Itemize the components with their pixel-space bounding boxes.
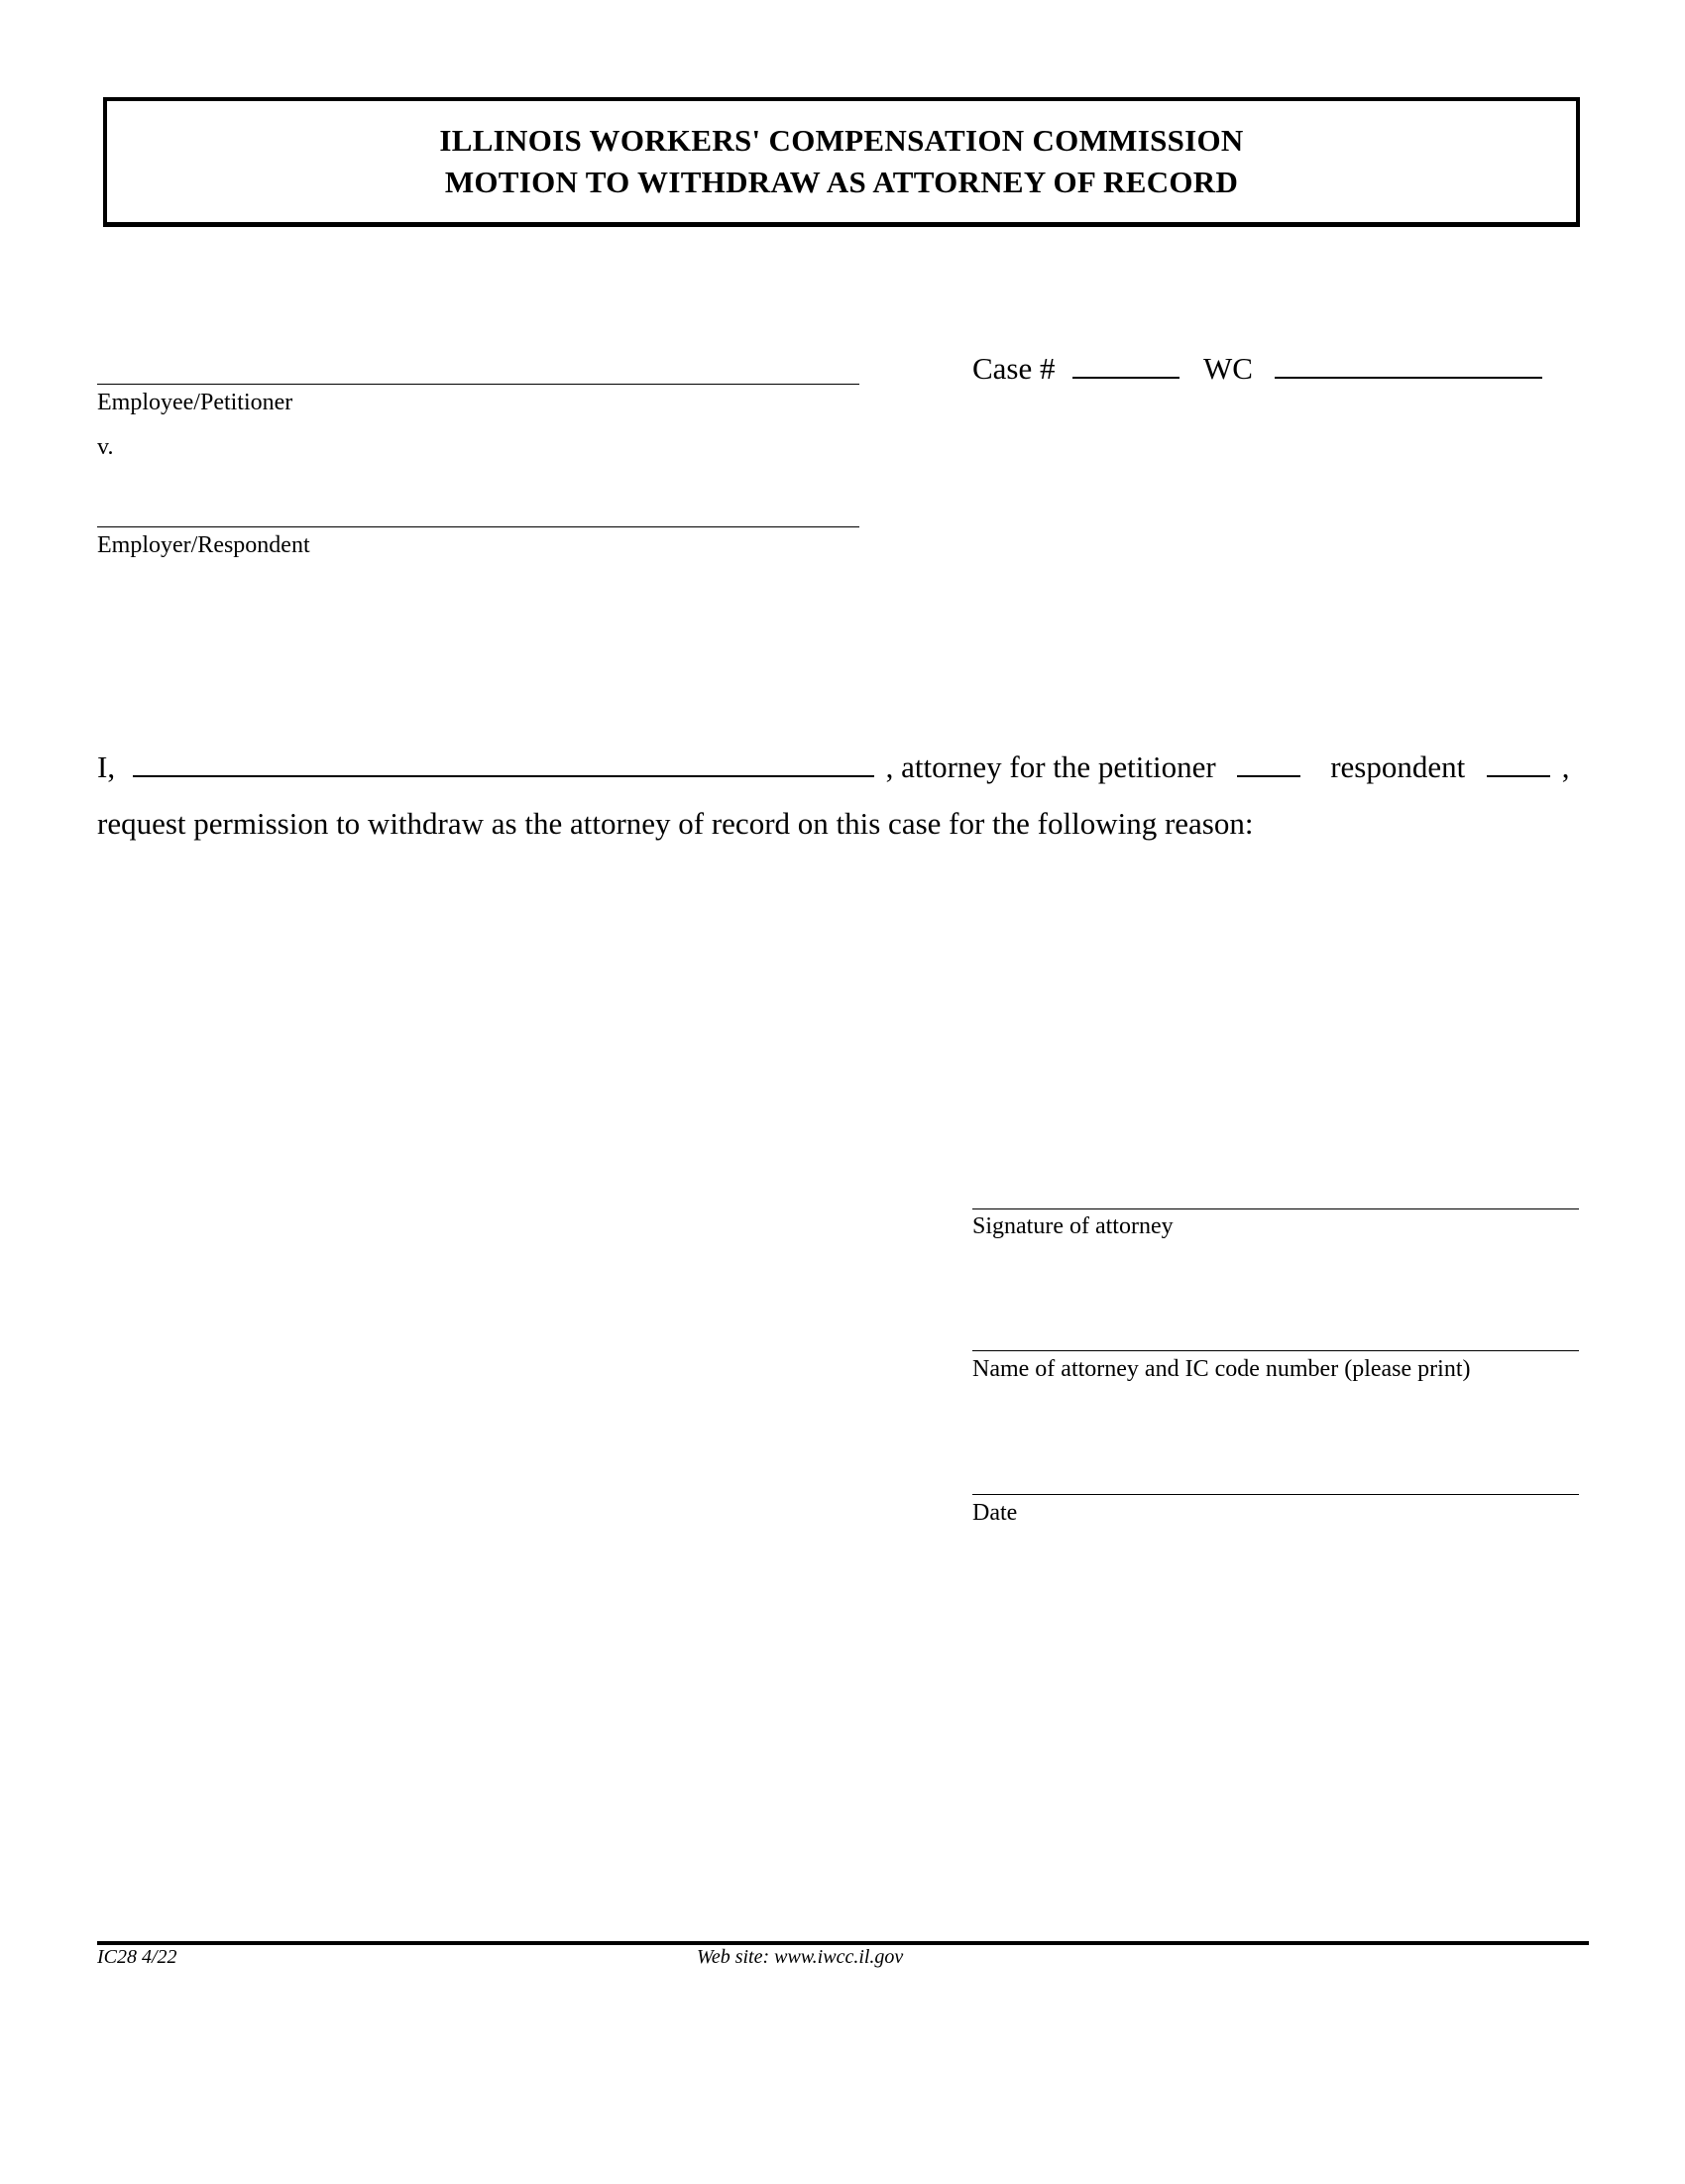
- form-title: MOTION TO WITHDRAW AS ATTORNEY OF RECORD: [444, 165, 1239, 199]
- attorney-name-field[interactable]: [133, 751, 874, 777]
- commission-title: ILLINOIS WORKERS' COMPENSATION COMMISSION: [439, 123, 1244, 158]
- attorney-for-text: , attorney for the petitioner: [885, 749, 1216, 784]
- footer-divider: [97, 1941, 1589, 1945]
- wc-number-field[interactable]: [1275, 353, 1542, 379]
- wc-label: WC: [1203, 351, 1253, 386]
- attorney-name-label: Name of attorney and IC code number (please print): [972, 1356, 1471, 1382]
- comma: ,: [1561, 749, 1570, 784]
- case-label: Case #: [972, 351, 1056, 386]
- respondent-text: respondent: [1330, 749, 1466, 784]
- i-prefix: I,: [97, 749, 116, 784]
- case-number-row: [972, 351, 1542, 387]
- employee-name-field[interactable]: [97, 384, 859, 385]
- signature-label: Signature of attorney: [972, 1213, 1174, 1239]
- attorney-name-print-field[interactable]: [972, 1350, 1579, 1351]
- form-title-box: [103, 97, 1580, 227]
- employer-name-field[interactable]: [97, 526, 859, 527]
- date-field[interactable]: [972, 1494, 1579, 1495]
- signature-field[interactable]: [972, 1208, 1579, 1209]
- petitioner-blank[interactable]: [1237, 751, 1300, 777]
- request-text: request permission to withdraw as the attorney of record on this case for the following reason:: [97, 806, 1254, 841]
- case-number-field[interactable]: [1072, 353, 1180, 379]
- website-text: Web site: www.iwcc.il.gov: [697, 1946, 904, 1968]
- date-label: Date: [972, 1500, 1018, 1526]
- employer-label: Employer/Respondent: [97, 532, 310, 558]
- employee-label: Employee/Petitioner: [97, 390, 293, 415]
- versus-text: v.: [97, 434, 114, 460]
- attorney-statement-line: [97, 749, 1570, 785]
- form-code: IC28 4/22: [97, 1946, 177, 1968]
- respondent-blank[interactable]: [1487, 751, 1550, 777]
